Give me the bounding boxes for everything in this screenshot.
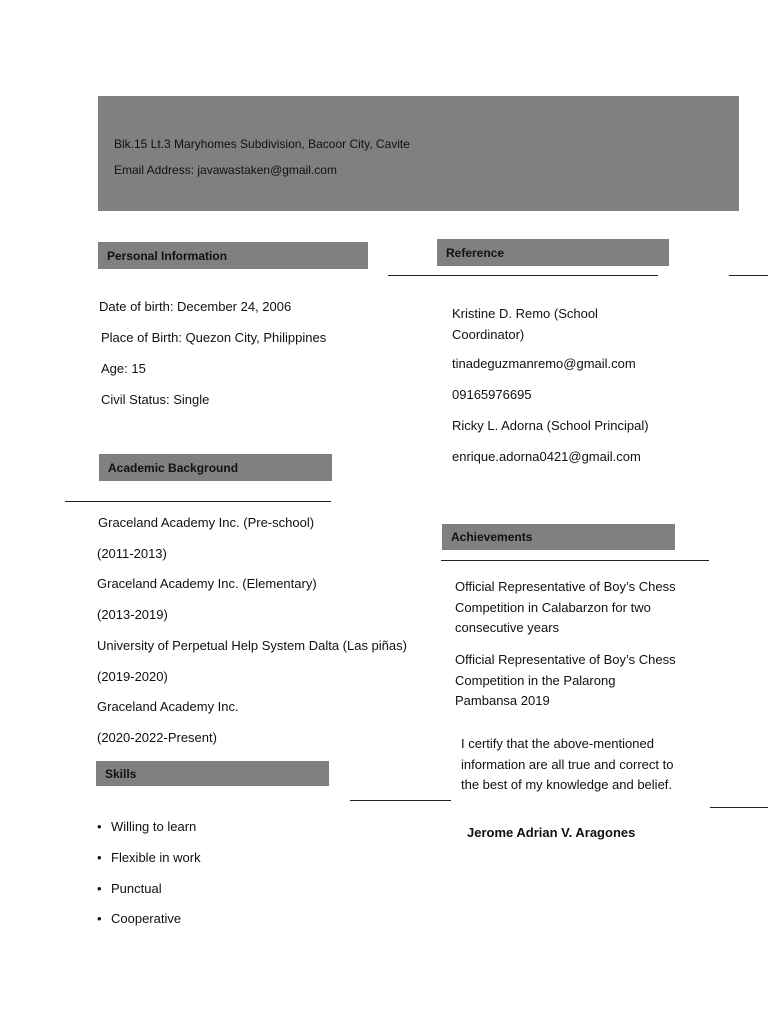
bullet-icon: • — [97, 911, 102, 926]
achievement-item: Official Representative of Boy’s Chess Competition in Calabarzon for two consecutive years — [455, 579, 676, 635]
reference-person-2: Ricky L. Adorna (School Principal) — [452, 418, 649, 433]
skill-item: • Punctual — [97, 881, 162, 896]
academic-entry: (2020-2022-Present) — [97, 730, 217, 745]
achievement-item: Official Representative of Boy’s Chess Competition in the Palarong Pambansa 2019 — [455, 652, 676, 708]
bullet-icon: • — [97, 881, 102, 896]
age-text: Age: 15 — [101, 361, 146, 376]
skills-heading: Skills — [96, 761, 329, 786]
academic-heading: Academic Background — [99, 454, 332, 481]
reference-email-1: tinadeguzmanremo@gmail.com — [452, 356, 636, 371]
reference-heading: Reference — [437, 239, 669, 266]
civil-status-text: Civil Status: Single — [101, 392, 210, 407]
reference-person-1: Kristine D. Remo (School Coordinator) — [452, 306, 598, 342]
academic-entry: Graceland Academy Inc. — [97, 699, 239, 714]
academic-entry: (2019-2020) — [97, 669, 168, 684]
academic-entry: Graceland Academy Inc. (Elementary) — [97, 576, 317, 591]
achievements-divider — [441, 560, 709, 561]
achievements-heading: Achievements — [442, 524, 675, 550]
skills-divider — [350, 800, 451, 801]
academic-entry: University of Perpetual Help System Dalta (Las piñas) — [97, 638, 407, 653]
skill-item: • Willing to learn — [97, 819, 197, 834]
academic-entry: (2013-2019) — [97, 607, 168, 622]
skill-item: • Cooperative — [97, 911, 182, 926]
academic-divider — [65, 501, 331, 502]
email-text: Email Address: javawastaken@gmail.com — [114, 163, 337, 177]
signatory-name: Jerome Adrian V. Aragones — [467, 825, 636, 840]
address-text: Blk.15 Lt.3 Maryhomes Subdivision, Bacoor City, Cavite — [114, 137, 410, 151]
reference-phone-1: 09165976695 — [452, 387, 532, 402]
personal-info-heading: Personal Information — [98, 242, 368, 269]
bullet-icon: • — [97, 850, 102, 865]
dob-text: Date of birth: December 24, 2006 — [99, 299, 292, 314]
pob-text: Place of Birth: Quezon City, Philippines — [101, 330, 327, 345]
reference-divider-right — [729, 275, 768, 276]
academic-entry: Graceland Academy Inc. (Pre-school) — [98, 515, 315, 530]
bullet-icon: • — [97, 819, 102, 834]
academic-entry: (2011-2013) — [97, 546, 167, 561]
reference-email-2: enrique.adorna0421@gmail.com — [452, 449, 641, 464]
skill-item: • Flexible in work — [97, 850, 201, 865]
signature-line — [710, 807, 768, 808]
certification-text: I certify that the above-mentioned information are all true and correct to the best of my knowledge and belief. — [461, 736, 674, 792]
reference-divider — [388, 275, 658, 276]
header-box — [98, 96, 739, 211]
